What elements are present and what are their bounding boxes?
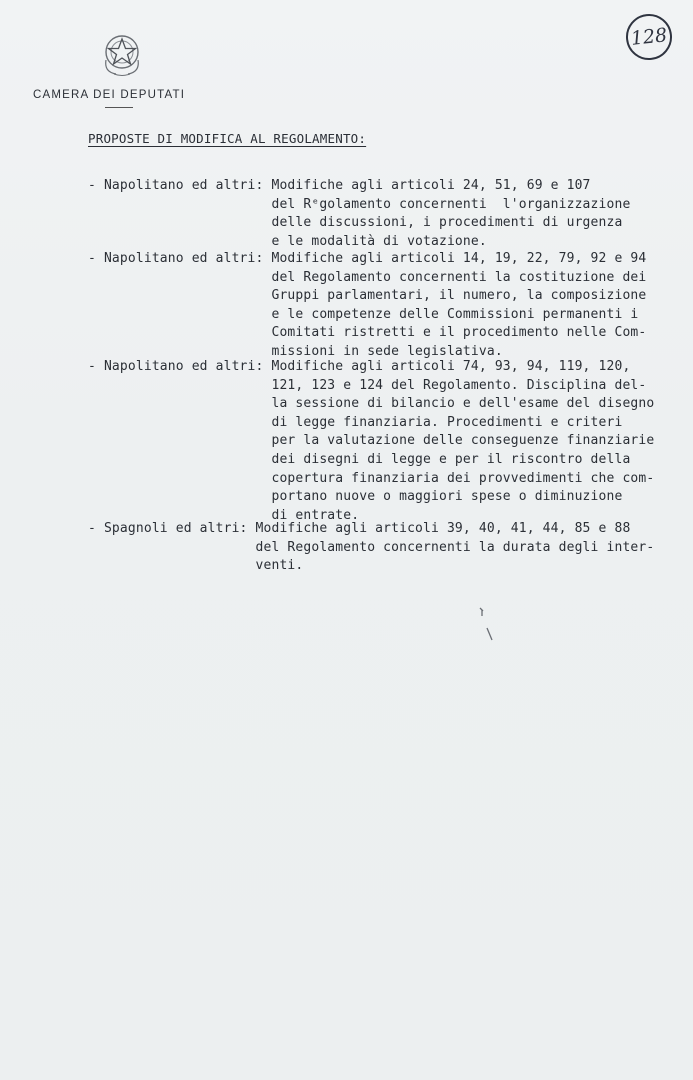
proposal-line: Modifiche agli articoli 74, 93, 94, 119, 120, <box>271 359 631 374</box>
proposal-line: dei disegni di legge e per il riscontro della <box>271 451 631 467</box>
proposal-line: Modifiche agli articoli 14, 19, 22, 79, 92 e 94 <box>271 251 647 266</box>
stray-ink-mark <box>474 604 498 644</box>
proposal-line: Modifiche agli articoli 39, 40, 41, 44, 85 e 88 <box>255 521 631 536</box>
proposal-line: e le competenze delle Commissioni permanenti i <box>271 306 639 322</box>
proposal-line: del Regolamento concernenti la durata degli inter- <box>255 539 655 555</box>
proposal-line: 121, 123 e 124 del Regolamento. Disciplina del- <box>271 377 647 393</box>
proposal-proposer: - Napolitano ed altri: <box>88 178 272 193</box>
divider <box>105 107 133 108</box>
proposal-line: Modifiche agli articoli 24, 51, 69 e 107 <box>271 178 591 193</box>
proposal-line: la sessione di bilancio e dell'esame del disegno <box>271 396 655 412</box>
proposal-description <box>271 250 689 362</box>
proposal-line: del Regolamento concernenti la costituzione dei <box>271 269 647 285</box>
page-number-stamp: 128 <box>624 12 675 63</box>
document-title: PROPOSTE DI MODIFICA AL REGOLAMENTO: <box>88 131 367 146</box>
italian-republic-emblem-icon <box>100 30 144 78</box>
proposal-line: Gruppi parlamentari, il numero, la composizione <box>271 288 647 304</box>
proposal-proposer: - Napolitano ed altri: <box>88 359 272 374</box>
proposal-proposer: - Spagnoli ed altri: <box>88 521 256 536</box>
proposal-proposer: - Napolitano ed altri: <box>88 251 272 266</box>
proposal-entry <box>88 520 689 576</box>
proposal-line: e le modalità di votazione. <box>271 233 487 249</box>
proposal-line: per la valutazione delle conseguenze finanziarie <box>271 433 655 449</box>
proposal-line: di legge finanziaria. Procedimenti e criteri <box>271 414 623 430</box>
proposal-line: di entrate. <box>271 507 360 523</box>
proposal-entry <box>88 250 689 362</box>
proposal-line: venti. <box>255 558 304 574</box>
proposal-line: missioni in sede legislativa. <box>271 343 503 359</box>
proposal-line: delle discussioni, i procedimenti di urgenza <box>271 215 623 231</box>
proposal-description <box>271 358 689 525</box>
proposal-line: copertura finanziaria dei provvedimenti che com- <box>271 470 655 486</box>
institution-name: CAMERA DEI DEPUTATI <box>33 89 186 101</box>
proposal-entry <box>88 358 689 525</box>
proposal-line: del Rᵉgolamento concernenti l'organizzazione <box>271 196 631 212</box>
proposal-line: portano nuove o maggiori spese o diminuzione <box>271 489 623 505</box>
proposal-description <box>256 520 689 576</box>
proposal-line: Comitati ristretti e il procedimento nelle Com- <box>271 325 647 341</box>
proposal-description <box>271 177 689 251</box>
proposal-entry <box>88 177 689 251</box>
